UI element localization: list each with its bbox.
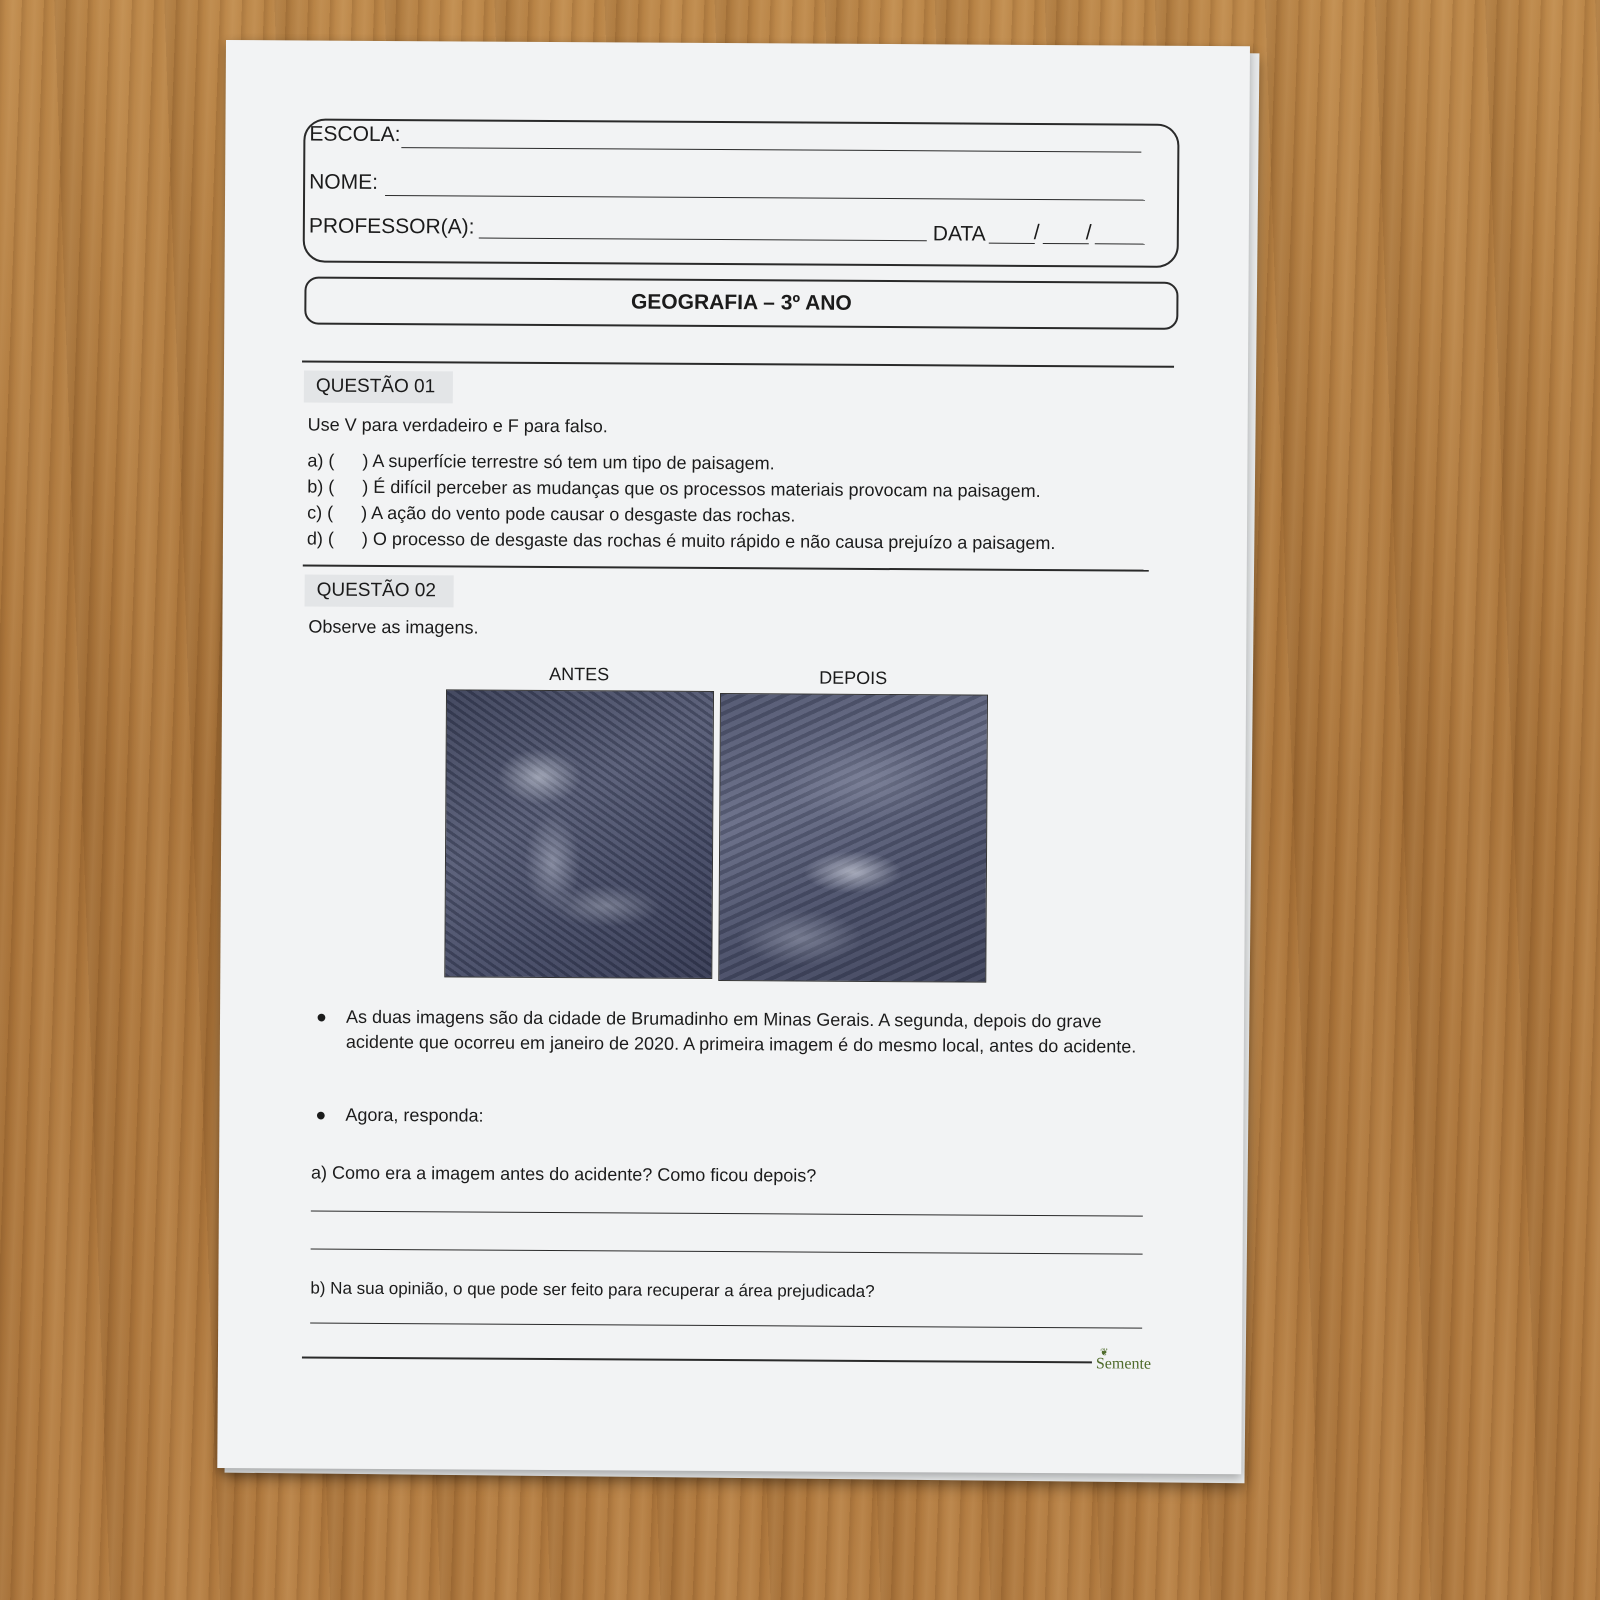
leaf-icon: ❦	[1099, 1347, 1109, 1359]
bullet-1-text: As duas imagens são da cidade de Brumadinho em Minas Gerais. A segunda, depois do grave acidente que ocorreu em janeiro de 2020. A primeira imagem é do mesmo local, antes do acidente.	[345, 1006, 1137, 1057]
item-d-prefix: d) (	[306, 528, 335, 549]
item-c-text: A ação do vento pode causar o desgaste das rochas.	[371, 502, 796, 526]
aerial-photo-before	[444, 689, 714, 979]
item-a-suffix: )	[362, 450, 369, 471]
question-1-item-d[interactable]	[307, 529, 1056, 555]
question-1-instruction: Use V para verdadeiro e F para falso.	[307, 414, 608, 437]
caption-after: DEPOIS	[819, 667, 888, 689]
item-a-prefix: a) (	[307, 450, 335, 471]
escola-label: ESCOLA:	[309, 122, 401, 147]
worksheet-page	[217, 40, 1250, 1474]
question-1-item-c[interactable]	[307, 503, 795, 527]
question-2b: b) Na sua opinião, o que pode ser feito para recuperar a área prejudicada?	[310, 1278, 875, 1301]
date-separator-2: /	[1085, 221, 1092, 245]
question-1-item-a[interactable]	[307, 451, 774, 475]
bullet-icon: ●	[315, 1006, 327, 1027]
bullet-item-1	[316, 1005, 1146, 1060]
item-b-suffix: )	[362, 476, 369, 497]
data-label: DATA	[932, 222, 986, 246]
caption-before: ANTES	[549, 663, 610, 685]
answer-line-b2[interactable]	[302, 1356, 1092, 1363]
item-b-text: É difícil perceber as mudanças que os processos materiais provocam na paisagem.	[373, 476, 1041, 501]
section-divider-2	[303, 564, 1149, 571]
question-2-instruction: Observe as imagens.	[308, 616, 479, 638]
section-divider-1	[302, 360, 1174, 367]
bullet-icon: ●	[315, 1104, 327, 1125]
item-a-text: A superfície terrestre só tem um tipo de paisagem.	[372, 450, 775, 474]
semente-logo: Semente	[1095, 1355, 1152, 1373]
bullet-item-2	[315, 1103, 1145, 1133]
item-d-text: O processo de desgaste das rochas é muito rápido e não causa prejuízo a paisagem.	[372, 528, 1056, 554]
question-2-tag: QUESTÃO 02	[305, 574, 455, 607]
subject-title-box	[304, 276, 1178, 329]
answer-line-b1[interactable]	[310, 1323, 1142, 1329]
date-separator-1: /	[1033, 220, 1040, 244]
question-2a: a) Como era a imagem antes do acidente? Como ficou depois?	[311, 1162, 817, 1186]
aerial-photo-after	[718, 693, 988, 983]
item-b-prefix: b) (	[307, 476, 335, 497]
answer-line-a2[interactable]	[311, 1249, 1143, 1255]
bullet-2-text: Agora, responda:	[345, 1104, 484, 1126]
nome-label: NOME:	[309, 170, 379, 194]
item-d-suffix: )	[361, 528, 369, 549]
item-c-prefix: c) (	[307, 502, 334, 523]
item-c-suffix: )	[361, 502, 368, 523]
question-1-item-b[interactable]	[307, 477, 1040, 502]
student-info-box	[303, 118, 1180, 267]
subject-title: GEOGRAFIA – 3º ANO	[630, 290, 852, 315]
professor-label: PROFESSOR(A):	[308, 214, 475, 239]
question-1-tag: QUESTÃO 01	[304, 370, 454, 403]
answer-line-a1[interactable]	[311, 1211, 1143, 1217]
